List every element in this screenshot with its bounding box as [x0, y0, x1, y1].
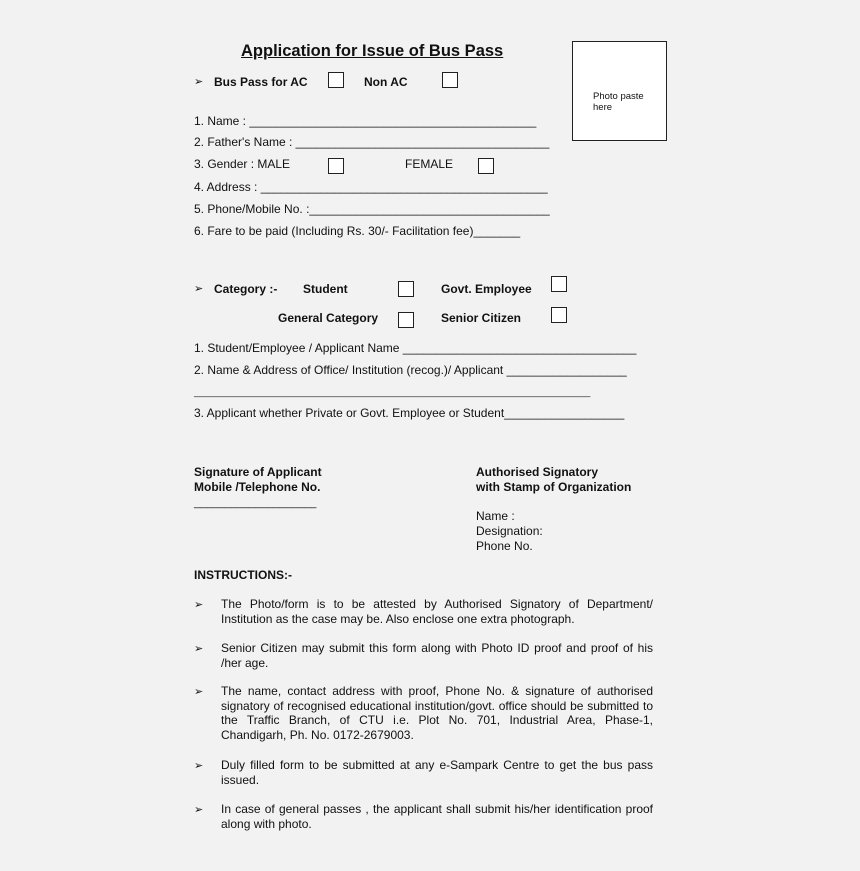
arrow-bullet-icon: ➢	[194, 760, 204, 772]
applicant-name-field[interactable]: 1. Student/Employee / Applicant Name ___________________________________	[194, 341, 637, 355]
arrow-bullet-icon: ➢	[194, 76, 204, 88]
signature-blank-line[interactable]: ____________________	[194, 497, 317, 509]
arrow-bullet-icon: ➢	[194, 686, 204, 698]
office-address-field[interactable]: 2. Name & Address of Office/ Institution (recog.)/ Applicant __________________	[194, 363, 627, 377]
signatory-phone-label: Phone No.	[476, 539, 533, 553]
fare-field[interactable]: 6. Fare to be paid (Including Rs. 30/- Facilitation fee)_______	[194, 224, 521, 238]
senior-citizen-checkbox[interactable]	[551, 307, 567, 323]
senior-citizen-label: Senior Citizen	[441, 311, 522, 325]
student-checkbox[interactable]	[398, 281, 414, 297]
instruction-item: The name, contact address with proof, Phone No. & signature of authorised signatory of recognised educational institution/govt. office should be submitted to the Traffic Branch, of CTU i.e. Plot No. 701, Industrial Area, Phase-1, Chandigarh, Ph. No. 0172-2679003.	[221, 684, 653, 743]
arrow-bullet-icon: ➢	[194, 643, 204, 655]
male-checkbox[interactable]	[328, 158, 344, 174]
ac-checkbox[interactable]	[328, 72, 344, 88]
arrow-bullet-icon: ➢	[194, 599, 204, 611]
authorised-signatory-label: Authorised Signatory	[476, 465, 599, 479]
govt-employee-checkbox[interactable]	[551, 276, 567, 292]
applicant-type-field[interactable]: 3. Applicant whether Private or Govt. Employee or Student__________________	[194, 406, 625, 420]
name-field[interactable]: 1. Name : ___________________________________________	[194, 114, 537, 128]
phone-field[interactable]: 5. Phone/Mobile No. :____________________________________	[194, 202, 550, 216]
govt-employee-label: Govt. Employee	[441, 282, 532, 296]
arrow-bullet-icon: ➢	[194, 283, 204, 295]
office-address-continuation-line[interactable]: ___________________________________________________________________________	[194, 387, 591, 398]
father-name-field[interactable]: 2. Father's Name : ______________________________________	[194, 135, 550, 149]
female-checkbox[interactable]	[478, 158, 494, 174]
signatory-name-label: Name :	[476, 509, 515, 523]
photo-box	[572, 41, 667, 141]
gender-male-label: 3. Gender : MALE	[194, 157, 291, 171]
stamp-organization-label: with Stamp of Organization	[476, 480, 632, 494]
instruction-item: Senior Citizen may submit this form along with Photo ID proof and proof of his /her age.	[221, 641, 653, 670]
non-ac-checkbox[interactable]	[442, 72, 458, 88]
instruction-item: In case of general passes , the applicant shall submit his/her identification proof along with photo.	[221, 802, 653, 831]
category-label: Category :-	[214, 282, 278, 296]
student-label: Student	[303, 282, 348, 296]
arrow-bullet-icon: ➢	[194, 804, 204, 816]
general-category-label: General Category	[278, 311, 379, 325]
form-title: Application for Issue of Bus Pass	[241, 42, 504, 60]
gender-female-label: FEMALE	[405, 157, 454, 171]
general-category-checkbox[interactable]	[398, 312, 414, 328]
instruction-item: The Photo/form is to be attested by Authorised Signatory of Department/ Institution as the case may be. Also enclose one extra photograph.	[221, 597, 653, 626]
instruction-item: Duly filled form to be submitted at any e-Sampark Centre to get the bus pass issued.	[221, 758, 653, 787]
instructions-heading: INSTRUCTIONS:-	[194, 568, 292, 582]
mobile-telephone-label: Mobile /Telephone No.	[194, 480, 321, 494]
signatory-designation-label: Designation:	[476, 524, 543, 538]
photo-label: Photo paste here	[593, 91, 644, 113]
non-ac-label: Non AC	[364, 75, 408, 89]
address-field[interactable]: 4. Address : ___________________________________________	[194, 180, 548, 194]
bus-pass-ac-label: Bus Pass for AC	[214, 75, 308, 89]
signature-applicant-label: Signature of Applicant	[194, 465, 322, 479]
